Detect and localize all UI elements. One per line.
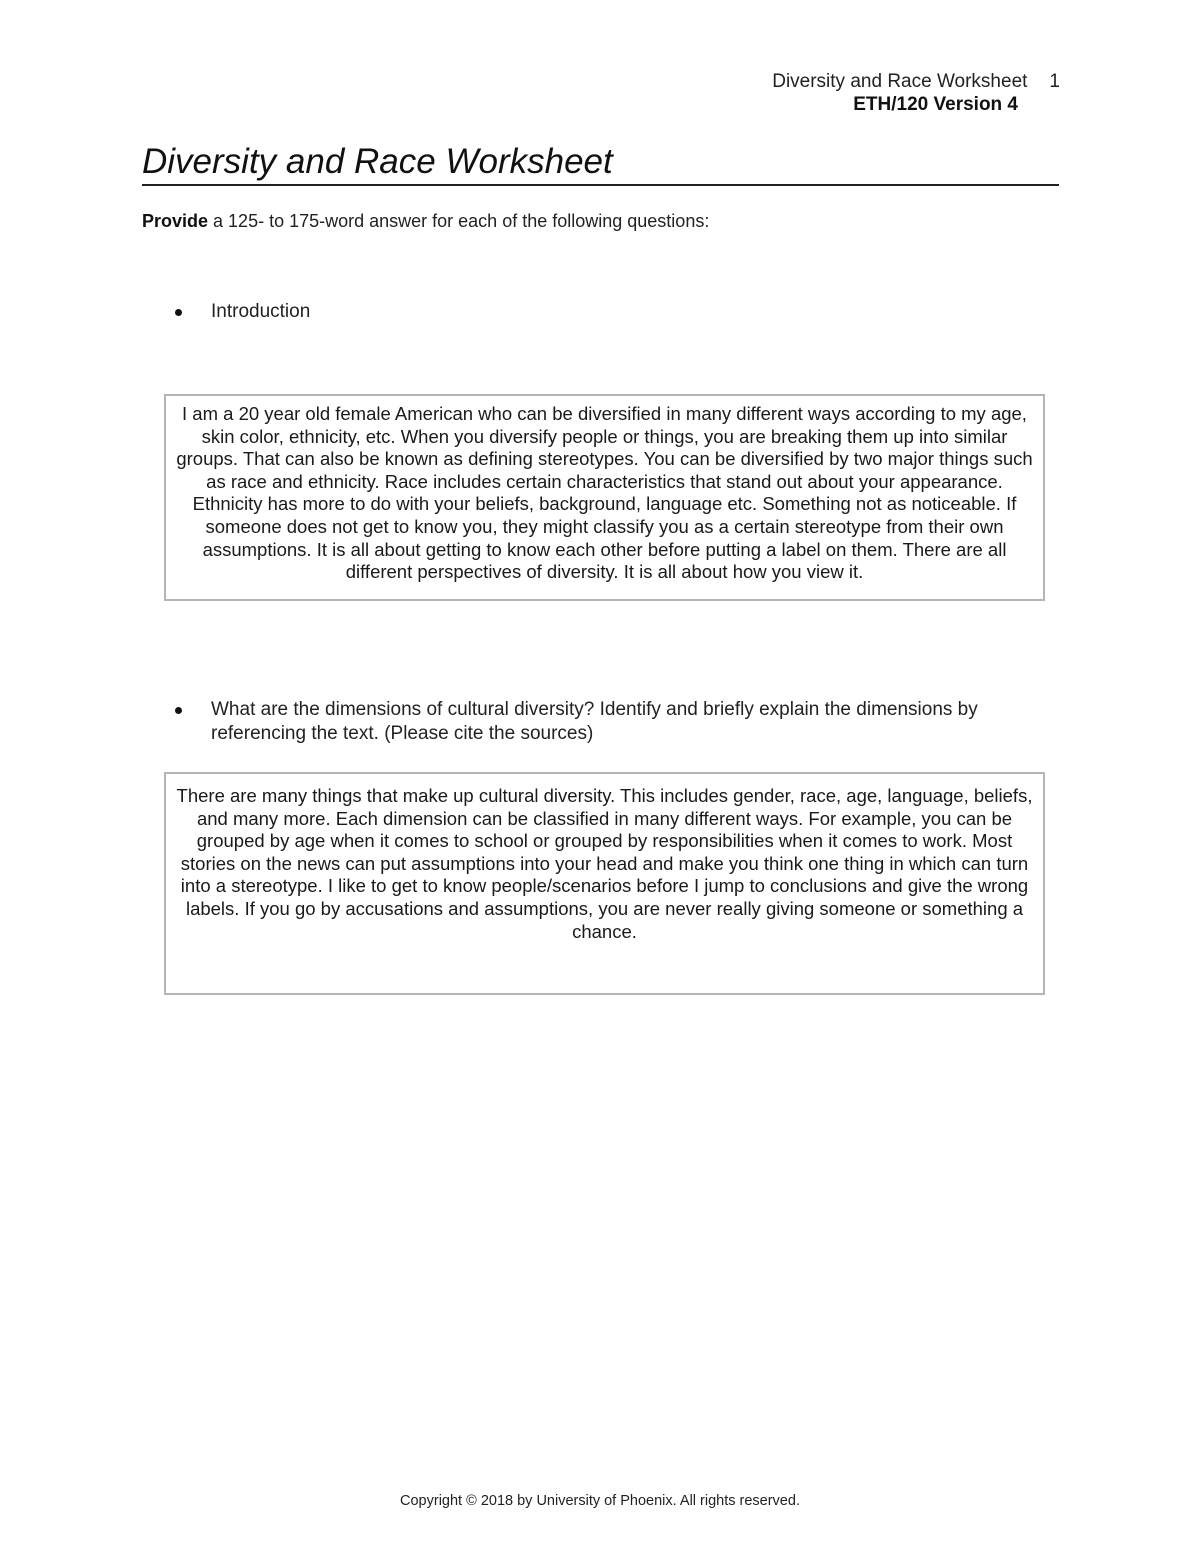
instructions-verb: Provide	[142, 211, 209, 231]
document-title: Diversity and Race Worksheet	[142, 140, 1059, 186]
running-title: Diversity and Race Worksheet	[772, 71, 1028, 92]
answer-box[interactable]: I am a 20 year old female American who can be diversified in many different ways according to my age, skin color, ethnicity, etc. When you diversify people or things, you are breaking them up into similar groups. That can also be known as defining stereotypes. You can be diversified by two major things such as race and ethnicity. Race includes certain characteristics that stand out about your appearance. Ethnicity has more to do with your beliefs, background, language etc. Something not as noticeable. If someone does not get to know you, they might classify you as a certain stereotype from their own assumptions. It is all about getting to know each other before putting a label on them. There are all different perspectives of diversity. It is all about how you view it.	[164, 394, 1045, 601]
instructions-text: a 125- to 175-word answer for each of the following questions:	[208, 211, 710, 231]
bullet-icon	[175, 309, 182, 316]
question-prompt: Introduction	[211, 301, 311, 322]
page-number: 1	[1049, 71, 1060, 92]
bullet-icon	[175, 707, 182, 714]
course-label: ETH/120 Version 4	[853, 94, 1018, 115]
instructions	[142, 209, 709, 233]
page-header	[772, 70, 1060, 116]
question-item	[175, 698, 1045, 748]
answer-box[interactable]: There are many things that make up cultural diversity. This includes gender, race, age, language, beliefs, and many more. Each dimension can be classified in many different ways. For example, you can be grouped by age when it comes to school or grouped by responsibilities when it comes to work. Most stories on the news can put assumptions into your head and make you think one thing in which can turn into a stereotype. I like to get to know people/scenarios before I jump to conclusions and give the wrong labels. If you go by accusations and assumptions, you are never really giving someone or something a chance.	[164, 772, 1045, 995]
header-line	[772, 70, 1060, 93]
question-prompt: What are the dimensions of cultural diversity? Identify and briefly explain the dimensions by referencing the text. (Please cite the sources)	[211, 699, 978, 744]
copyright-footer: Copyright © 2018 by University of Phoenix. All rights reserved.	[400, 1493, 800, 1509]
question-item	[175, 300, 1045, 326]
